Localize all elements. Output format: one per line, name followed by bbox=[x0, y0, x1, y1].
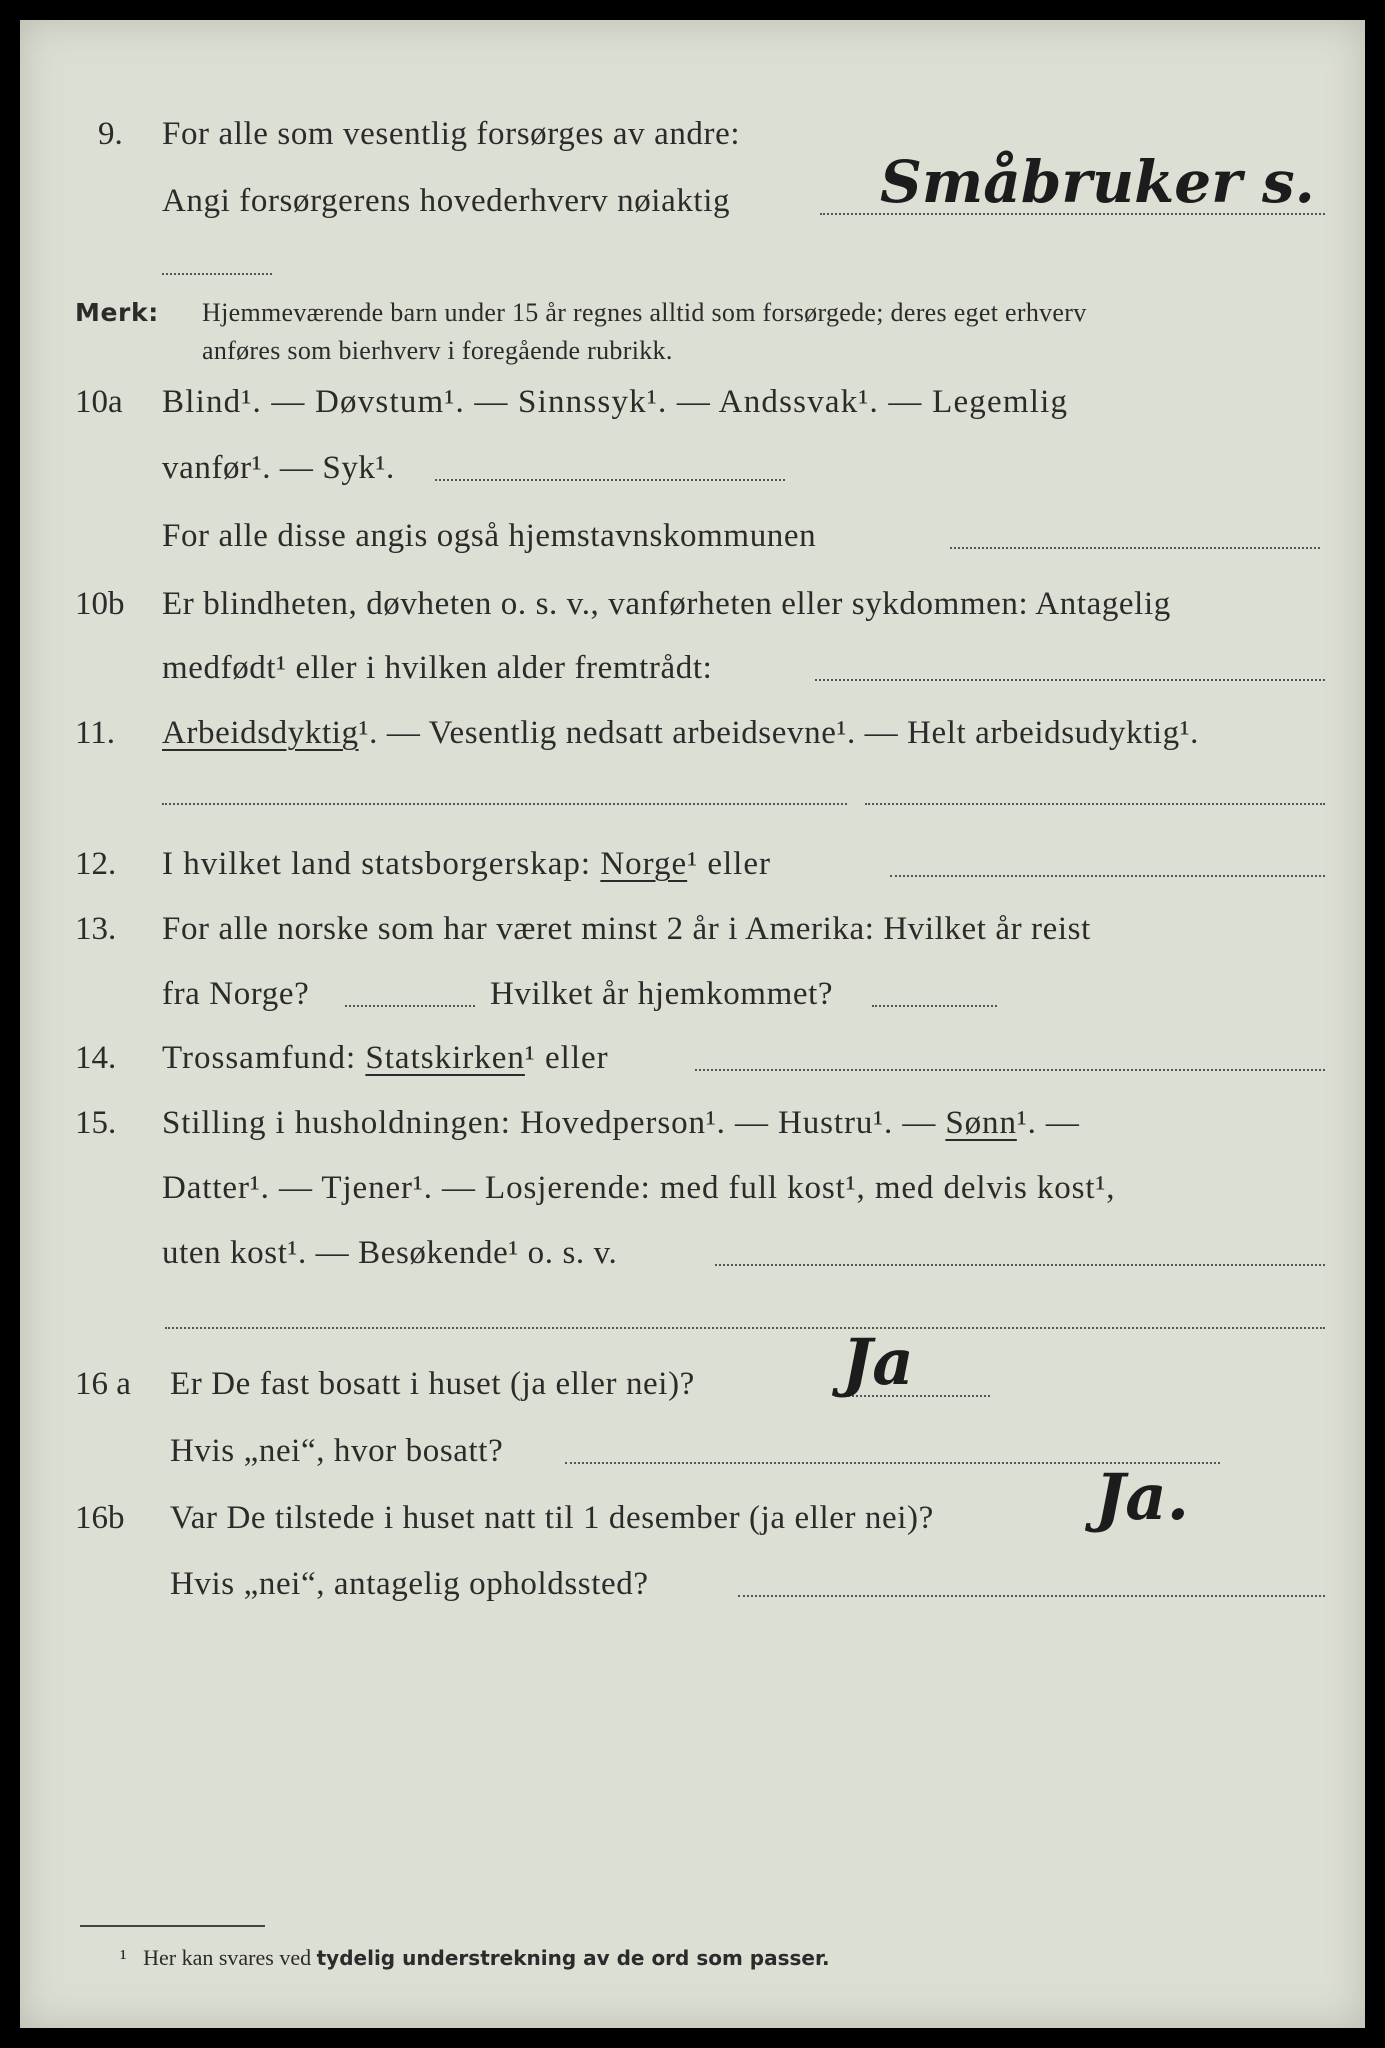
question-13-line2b: Hvilket år hjemkommet? bbox=[490, 976, 834, 1012]
footnote-rule bbox=[80, 1925, 265, 1927]
question-11-rest: ¹. — Vesentlig nedsatt arbeidsevne¹. — Helt arbeidsudyktig¹. bbox=[358, 715, 1200, 751]
question-11-number: 11. bbox=[75, 715, 116, 751]
question-16b-line2: Hvis „nei“, antagelig opholdssted? bbox=[170, 1566, 649, 1602]
answer-line-13-hjemkommet bbox=[872, 1005, 997, 1007]
question-13-line1: For alle norske som har været minst 2 år i Amerika: Hvilket år reist bbox=[162, 911, 1091, 947]
question-14-prefix: Trossamfund: bbox=[162, 1040, 357, 1076]
question-10a-line1: Blind¹. — Døvstum¹. — Sinnssyk¹. — Andssvak¹. — Legemlig bbox=[162, 384, 1069, 420]
handwritten-answer-16a: Ja bbox=[842, 1325, 914, 1400]
answer-line-10a-syk bbox=[435, 479, 785, 481]
question-15-line3: uten kost¹. — Besøkende¹ o. s. v. bbox=[162, 1235, 618, 1271]
blank-dotted-line-9 bbox=[162, 273, 272, 275]
answer-line-10a-kommune bbox=[950, 547, 1320, 549]
merk-line2: anføres som bierhverv i foregående rubrikk. bbox=[202, 336, 673, 365]
question-16a-line1: Er De fast bosatt i huset (ja eller nei)? bbox=[170, 1366, 695, 1402]
question-10a-line3: For alle disse angis også hjemstavnskommunen bbox=[162, 518, 817, 554]
question-14-suffix: ¹ eller bbox=[524, 1040, 609, 1076]
answer-line-16b-opholdssted bbox=[738, 1595, 1325, 1597]
merk-label: Merk: bbox=[75, 298, 159, 327]
question-9-line1: For alle som vesentlig forsørges av andre: bbox=[162, 116, 741, 152]
answer-line-13-reist bbox=[345, 1005, 475, 1007]
question-15-line2: Datter¹. — Tjener¹. — Losjerende: med full kost¹, med delvis kost¹, bbox=[162, 1170, 1116, 1206]
handwritten-answer-16b: Ja. bbox=[1095, 1460, 1190, 1535]
merk-line1: Hjemmeværende barn under 15 år regnes alltid som forsørgede; deres eget erhverv bbox=[202, 298, 1087, 327]
sonn-underlined: Sønn bbox=[945, 1105, 1017, 1141]
question-16b-line1: Var De tilstede i huset natt til 1 desember (ja eller nei)? bbox=[170, 1500, 934, 1536]
question-16a-line2: Hvis „nei“, hvor bosatt? bbox=[170, 1433, 504, 1469]
answer-line-11-right bbox=[865, 803, 1325, 805]
footnote-text: Her kan svares ved bbox=[143, 1945, 312, 1970]
question-10b-line2: medfødt¹ eller i hvilken alder fremtrådt: bbox=[162, 650, 713, 686]
question-10b-line1: Er blindheten, døvheten o. s. v., vanførheten eller sykdommen: Antagelig bbox=[162, 586, 1171, 622]
question-12-text bbox=[162, 848, 771, 881]
footnote bbox=[120, 1945, 830, 1971]
answer-line-14 bbox=[695, 1069, 1325, 1071]
question-13-line2a: fra Norge? bbox=[162, 976, 310, 1012]
question-16b-number: 16b bbox=[75, 1500, 125, 1536]
question-12-suffix: ¹ eller bbox=[687, 846, 771, 882]
answer-line-12 bbox=[890, 875, 1325, 877]
answer-line-11-left bbox=[162, 803, 847, 805]
question-10b-number: 10b bbox=[75, 586, 125, 622]
footnote-bold: tydelig understrekning av de ord som passer. bbox=[316, 1946, 830, 1970]
statskirken-underlined: Statskirken bbox=[365, 1040, 525, 1076]
answer-line-15 bbox=[715, 1264, 1325, 1266]
question-13-number: 13. bbox=[75, 911, 117, 947]
question-14-number: 14. bbox=[75, 1040, 117, 1076]
question-15-line1a: Stilling i husholdningen: Hovedperson¹. — Hustru¹. — bbox=[162, 1105, 937, 1141]
question-12-number: 12. bbox=[75, 846, 117, 882]
question-15-number: 15. bbox=[75, 1105, 117, 1141]
answer-line-10b bbox=[815, 679, 1325, 681]
footnote-mark: ¹ bbox=[120, 1945, 127, 1970]
question-16a-number: 16 a bbox=[75, 1366, 131, 1402]
question-15-line1 bbox=[162, 1107, 1080, 1140]
question-10a-number: 10a bbox=[75, 384, 123, 420]
answer-line-15-extra bbox=[165, 1327, 1325, 1329]
question-11-text bbox=[162, 717, 1199, 750]
question-12-prefix: I hvilket land statsborgerskap: bbox=[162, 846, 592, 882]
question-9-number: 9. bbox=[98, 116, 123, 152]
question-10a-line2: vanfør¹. — Syk¹. bbox=[162, 450, 395, 486]
handwritten-answer-9: Småbruker s. bbox=[880, 148, 1315, 216]
norge-underlined: Norge bbox=[600, 846, 688, 882]
question-15-line1b: ¹. — bbox=[1016, 1105, 1080, 1141]
census-form-page bbox=[20, 20, 1365, 2028]
arbeidsdyktig-underlined: Arbeidsdyktig bbox=[162, 715, 359, 751]
question-9-line2: Angi forsørgerens hovederhverv nøiaktig bbox=[162, 183, 731, 219]
question-14-text bbox=[162, 1042, 609, 1075]
